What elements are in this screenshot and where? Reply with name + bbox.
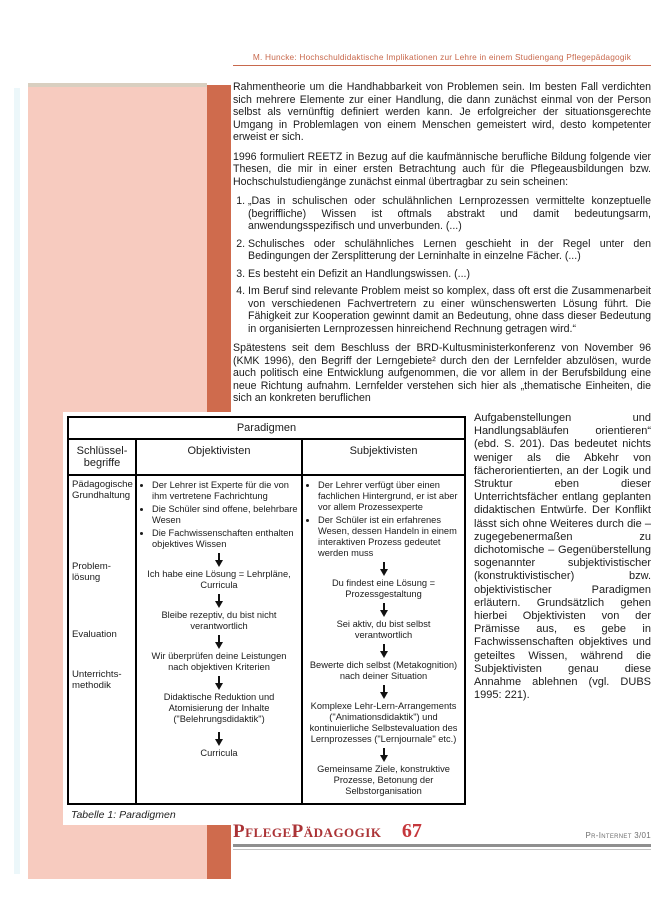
subjektivisten-step: Du findest eine Lösung = Prozessgestaltung <box>331 577 436 599</box>
table-caption: Tabelle 1: Paradigmen <box>71 808 176 821</box>
objektivisten-step: Curricula <box>200 747 238 758</box>
journal-title: PflegePädagogik <box>233 821 382 842</box>
objektivisten-column <box>135 476 301 803</box>
table-area <box>63 412 470 825</box>
page-footer <box>233 820 651 850</box>
subjektivisten-bullet: • Der Schüler ist ein erfahrenes Wesen, dessen Handeln in einem interaktiven Prozess gedeutet werden muss <box>318 515 461 559</box>
objektivisten-step: Bleibe rezeptiv, du bist nicht verantwortlich <box>161 609 277 631</box>
paragraph-rahmentheorie: Rahmentheorie um die Handhabbarkeit von Problemen sein. Im besten Fall verdichten sich mehrere Elemente zur einer Handlung, die dann zunächst einmal von der Person selbst als vernünftig definiert werden kann. Je erfolgreicher der situationsgerechte Umgang in Problemlagen von einem Menschen gemeistert wird, desto kompetenter erweist er sich. <box>233 81 651 143</box>
column-header-schluesselbegriffe: Schlüssel- begriffe <box>76 444 128 469</box>
row-label-evaluation: Evaluation <box>72 628 117 640</box>
thesis-item-1: 1. „Das in schulischen oder schulähnlichen Lernprozessen vermittelte konzeptuelle (begriffliche) Wissen ist oftmals abstrakt und damit bedeutungsarm, anwendungsspezifisch und unverbunden. (...) <box>248 195 651 233</box>
down-arrow-icon <box>215 642 223 649</box>
down-arrow-icon <box>215 683 223 690</box>
down-arrow-icon <box>380 755 388 762</box>
subjektivisten-step: Gemeinsame Ziele, konstruktive Prozesse, Betonung der Selbstorganisation <box>317 763 450 796</box>
down-arrow-icon <box>380 569 388 576</box>
objektivisten-bullet: • Die Schüler sind offene, belehrbare Wesen <box>152 504 298 526</box>
journal-issue: Pr-Internet 3/01 <box>585 831 651 840</box>
down-arrow-icon <box>215 739 223 746</box>
subjektivisten-column <box>301 476 464 803</box>
down-arrow-icon <box>380 692 388 699</box>
objektivisten-step: Wir überprüfen deine Leistungen nach objektiven Kriterien <box>151 650 287 672</box>
wrapped-text-column: Aufgabenstellungen und Handlungsabläufen orientieren“ (ebd. S. 201). Das bedeutet nichts weniger als die Abkehr von fächerorientierten, an der Logik und Struktur eben dieser Unterrichtsfächer entlang geplanten didaktischen Entwürfe. Der Konflikt lässt sich ohne Weiteres durch die – zugegebenermaßen zu dichotomische – Gegenüberstellung sogenannter subjektivistischer (konstruktivistischer) bzw. objektivistischer Paradigmen erläutern. Grundsätzlich gehen hierbei Objektivisten von der Prämisse aus, es gebe in Fachwissenschaften objektives und geteiltes Wissen, während die Subjektivisten genau diese Annahme ablehnen (vgl. DUBS 1995: 221). <box>474 412 651 702</box>
paragraph-lernfelder: Spätestens seit dem Beschluss der BRD-Kultusministerkonferenz von November 96 (KMK 1996), den Begriff der Lerngebiete² durch den der Lernfelder abzulösen, wurde auch politisch eine Entwicklung aufgenommen, die vor allem in der Berufsbildung eine neue Richtung aufnahm. Lernfelder verstehen sich hier als „thematische Einheiten, die sich an konkreten beruflichen <box>233 342 651 404</box>
subjektivisten-bullet-list <box>306 480 461 559</box>
subjektivisten-step: Bewerte dich selbst (Metakognition) nach deiner Situation <box>309 659 458 681</box>
table-title: Paradigmen <box>69 418 464 440</box>
table-header-row <box>69 440 464 476</box>
column-header-objektivisten: Objektivisten <box>135 440 301 474</box>
objektivisten-step: Ich habe eine Lösung = Lehrpläne, Curricula <box>147 568 291 590</box>
subjektivisten-bullet: • Der Lehrer verfügt über einen fachlichen Hintergrund, er ist aber vor allem Prozessexperte <box>318 480 461 513</box>
thesis-item-3: 3. Es besteht ein Defizit an Handlungswissen. (...) <box>248 268 651 281</box>
row-label-grundhaltung: Pädagogische Grundhaltung <box>72 478 133 501</box>
objektivisten-bullet: • Die Fachwissenschaften enthalten objektives Wissen <box>152 528 298 550</box>
down-arrow-icon <box>215 560 223 567</box>
subjektivisten-step: Komplexe Lehr-Lern-Arrangements ("Animationsdidaktik") und kontinuierliche Selbstevaluation des Lernprozesses ("Lernjournale" etc.) <box>309 700 458 744</box>
down-arrow-icon <box>380 651 388 658</box>
objektivisten-step: Didaktische Reduktion und Atomisierung der Inhalte ("Belehrungsdidaktik") <box>163 691 275 724</box>
objektivisten-bullet: • Der Lehrer ist Experte für die von ihm vertretene Fachrichtung <box>152 480 298 502</box>
paragraph-reetz-thesen: 1996 formuliert REETZ in Bezug auf die kaufmännische berufliche Bildung folgende vier Thesen, die mir in einer ersten Betrachtung auch für die Pflegeausbildungen bzw. Hochschulstudiengänge zunächst einmal übertragbar zu sein scheinen: <box>233 150 651 188</box>
footer-rule <box>233 844 651 850</box>
page-number: 67 <box>401 820 422 842</box>
subjektivisten-step: Sei aktiv, du bist selbst verantwortlich <box>336 618 431 640</box>
scan-edge-strip <box>14 88 20 874</box>
objektivisten-bullet-list <box>140 480 298 550</box>
down-arrow-icon <box>215 601 223 608</box>
column-header-subjektivisten: Subjektivisten <box>301 440 464 474</box>
table-body <box>69 476 464 803</box>
thesis-item-2: 2. Schulisches oder schulähnliches Lernen geschieht in der Regel unter den Bedingungen der Zersplitterung der Lerninhalte in einzelne Fächer. (...) <box>248 238 651 263</box>
thesis-item-4: 4. Im Beruf sind relevante Problem meist so komplex, dass oft erst die Zusammenarbeit von verschiedenen Fachvertretern zu einer wünschenswerten Lösung führt. Die Fähigkeit zur Kooperation gewinnt damit an Bedeutung, ohne dass dieser Bedeutung in organisierten Lernprozessen hinreichend Rechnung getragen wird.“ <box>248 285 651 335</box>
down-arrow-icon <box>380 610 388 617</box>
running-head: M. Huncke: Hochschuldidaktische Implikationen zur Lehre in einem Studiengang Pflegepädagogik <box>233 52 651 66</box>
paradigm-table <box>67 416 466 805</box>
row-label-unterrichtsmethodik: Unterrichts- methodik <box>72 668 122 691</box>
thesis-list <box>233 195 651 335</box>
row-label-column <box>69 476 135 803</box>
row-label-problemloesung: Problem- lösung <box>72 560 111 583</box>
